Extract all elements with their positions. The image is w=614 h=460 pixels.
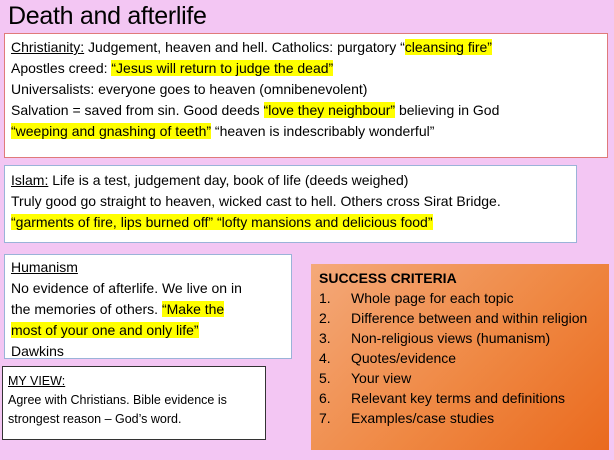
criteria-text: Non-religious views (humanism) (351, 330, 551, 346)
criteria-number: 3. (319, 330, 331, 346)
quote-jesus-return: “Jesus will return to judge the dead” (111, 60, 334, 76)
christianity-heading: Christianity: (11, 39, 85, 55)
quote-make-the-most-end: most of your one and only life” (11, 322, 199, 338)
criteria-item (319, 348, 601, 368)
islam-box (4, 165, 577, 243)
criteria-item (319, 308, 601, 328)
christianity-line-3: Universalists: everyone goes to heaven (omnibenevolent) (11, 81, 368, 97)
salvation-text: Salvation = saved from sin. Good deeds (11, 102, 264, 118)
criteria-number: 1. (319, 290, 331, 306)
my-view-line-2: strongest reason – God’s word. (8, 412, 182, 426)
my-view-box (2, 366, 266, 440)
criteria-item (319, 408, 601, 428)
quote-weeping-gnashing: “weeping and gnashing of teeth” (11, 123, 212, 139)
quote-garments-of-fire: “garments of fire, lips burned off” “lofty mansions and delicious food” (11, 214, 433, 230)
criteria-text: Examples/case studies (351, 410, 495, 426)
criteria-text: Quotes/evidence (351, 350, 457, 366)
humanism-box (4, 254, 292, 359)
quote-heaven-wonderful: “heaven is indescribably wonderful” (211, 123, 435, 139)
criteria-number: 4. (319, 350, 331, 366)
quote-love-neighbour: “love they neighbour” (263, 102, 396, 118)
criteria-item (319, 328, 601, 348)
criteria-text: Your view (351, 370, 412, 386)
my-view-heading: MY VIEW: (8, 374, 66, 388)
humanism-line-3 (11, 320, 285, 341)
christianity-line-2 (11, 58, 601, 79)
islam-line-1-text: Life is a test, judgement day, book of life (deeds weighed) (48, 172, 409, 188)
christianity-line-5 (11, 121, 601, 142)
criteria-text: Whole page for each topic (351, 290, 514, 306)
humanism-line-2 (11, 299, 285, 320)
humanism-line-1: No evidence of afterlife. We live on in (11, 280, 242, 296)
page-title: Death and afterlife (8, 2, 207, 30)
christianity-line-1 (11, 37, 601, 58)
humanism-line-2-text: the memories of others. (11, 301, 162, 317)
success-criteria-list (319, 288, 601, 428)
quote-cleansing-fire: cleansing fire” (404, 39, 492, 55)
criteria-item (319, 288, 601, 308)
islam-line-3 (11, 212, 570, 233)
criteria-number: 2. (319, 310, 331, 326)
humanism-heading: Humanism (11, 259, 78, 275)
criteria-item (319, 388, 601, 408)
criteria-text: Difference between and within religion (351, 310, 588, 326)
criteria-number: 7. (319, 410, 331, 426)
apostles-creed-label: Apostles creed: (11, 60, 112, 76)
humanism-author: Dawkins (11, 343, 64, 359)
success-criteria-box (311, 264, 609, 450)
islam-heading: Islam: (11, 172, 49, 188)
criteria-number: 5. (319, 370, 331, 386)
criteria-item (319, 368, 601, 388)
christianity-box (4, 33, 608, 158)
christianity-line-4 (11, 100, 601, 121)
criteria-text: Relevant key terms and definitions (351, 390, 565, 406)
success-criteria-title: SUCCESS CRITERIA (319, 270, 457, 286)
believing-in-god-text: believing in God (395, 102, 500, 118)
criteria-number: 6. (319, 390, 331, 406)
islam-line-1 (11, 170, 570, 191)
quote-make-the-most-start: “Make the (161, 301, 225, 317)
islam-line-2: Truly good go straight to heaven, wicked cast to hell. Others cross Sirat Bridge. (11, 193, 501, 209)
christianity-line-1-text: Judgement, heaven and hell. Catholics: purgatory “ (84, 39, 405, 55)
my-view-line-1: Agree with Christians. Bible evidence is (8, 393, 227, 407)
